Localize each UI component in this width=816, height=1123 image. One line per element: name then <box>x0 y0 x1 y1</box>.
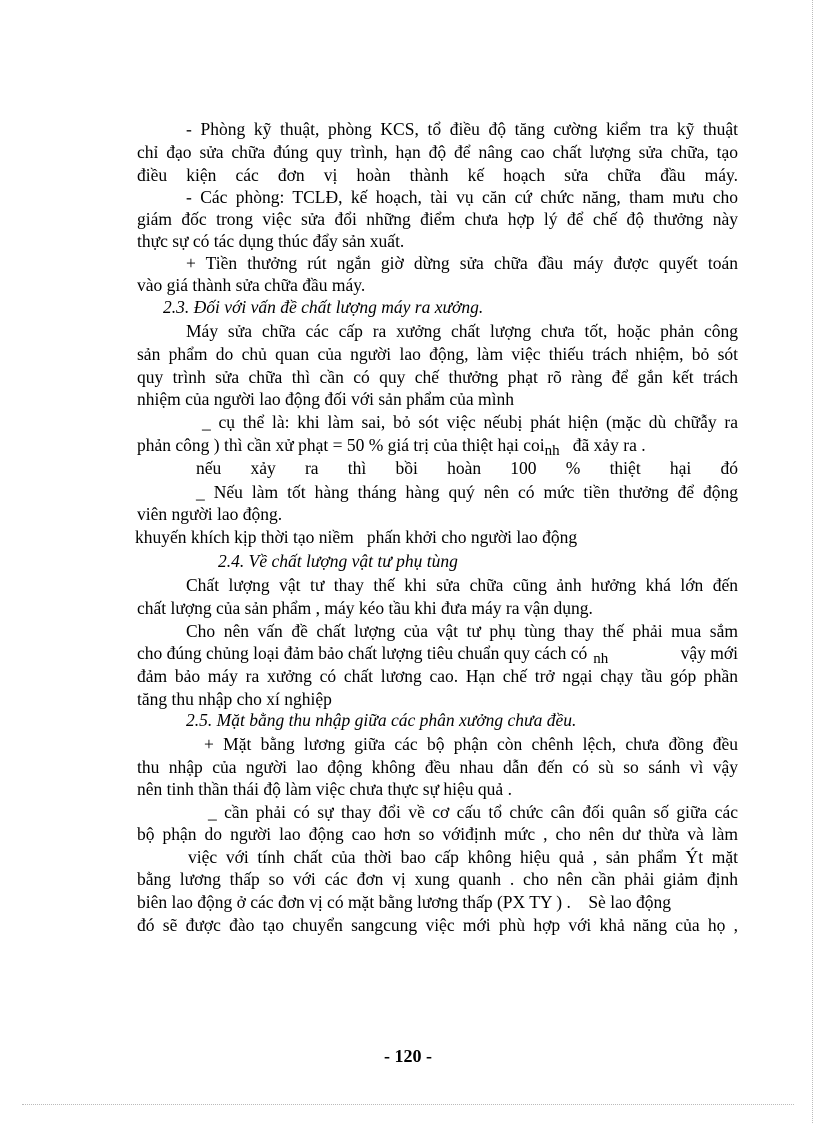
page-number: - 120 - <box>384 1046 432 1066</box>
section-heading: 2.4. Về chất lượng vật tư phụ tùng <box>218 551 458 571</box>
text-line: khuyến khích kịp thời tạo niềm phấn khởi cho người lao động <box>135 527 578 547</box>
text-line: _ cần phải có sự thay đổi về cơ cấu tổ chức cân đối quân số giữa các <box>208 802 738 822</box>
text-line: - Phòng kỹ thuật, phòng KCS, tổ điều độ tăng cường kiểm tra kỹ thuật <box>186 119 738 139</box>
text-line: tăng thu nhập cho xí nghiệp <box>137 689 332 709</box>
text-line: bộ phận do người lao động cao hơn so vớiđịnh mức , cho nên dư thừa và làm <box>137 824 738 844</box>
text-fragment: cho đúng chủng loại đảm bảo chất lượng tiêu chuẩn quy cách có <box>137 643 588 663</box>
text-line <box>137 642 738 666</box>
text-line: điều kiện các đơn vị hoàn thành kế hoạch sửa chữa đầu máy. <box>137 165 738 185</box>
text-line: biên lao động ở các đơn vị có mặt bằng lương thấp (PX TY ) . Sè lao động <box>137 892 671 912</box>
text-line <box>137 434 646 458</box>
text-fragment: đã xảy ra . <box>572 435 646 455</box>
text-line: đó sẽ được đào tạo chuyển sangcung việc mới phù hợp với khả năng của họ , <box>137 915 738 935</box>
text-line: vào giá thành sửa chữa đầu máy. <box>137 275 366 295</box>
text-line: giám đốc trong việc sửa đổi những điểm chưa hợp lý để chế độ thưởng này <box>137 209 738 229</box>
text-line: nếu xảy ra thì bồi hoàn 100 % thiệt hại đó <box>196 458 738 478</box>
text-line: Cho nên vấn đề chất lượng của vật tư phụ tùng thay thế phải mua sắm <box>186 621 738 641</box>
text-line: sản phẩm do chủ quan của người lao động, làm việc thiếu trách nhiệm, bỏ sót <box>137 344 738 364</box>
page-edge-divider <box>812 0 813 1123</box>
text-line: thu nhập của người lao động không đều nhau dẫn đến có sù so sánh vì vậy <box>137 757 738 777</box>
text-line: Máy sửa chữa các cấp ra xưởng chất lượng chưa tốt, hoặc phản công <box>186 321 738 341</box>
text-line: _ cụ thể là: khi làm sai, bỏ sót việc nếubị phát hiện (mặc dù chữẫy ra <box>202 412 738 432</box>
text-line: chất lượng của sản phẩm , máy kéo tầu khi đưa máy ra vận dụng. <box>137 598 593 618</box>
page-edge-divider <box>22 1104 794 1105</box>
text-line: + Tiền thưởng rút ngắn giờ dừng sửa chữa đầu máy được quyết toán <box>186 253 738 273</box>
text-line: nên tinh thần thái độ làm việc chưa thực sự hiệu quả . <box>137 779 512 799</box>
subscript-text: nh <box>544 443 560 459</box>
text-line: viên người lao động. <box>137 504 283 524</box>
text-line: - Các phòng: TCLĐ, kế hoạch, tài vụ căn cứ chức năng, tham mưu cho <box>186 187 738 207</box>
text-line: bằng lương thấp so với các đơn vị xung quanh . cho nên cần phải giảm định <box>137 869 738 889</box>
text-fragment: vậy mới <box>680 643 738 663</box>
text-line: nhiệm của người lao động đối với sản phẩm của mình <box>137 389 514 409</box>
text-line: chỉ đạo sửa chữa đúng quy trình, hạn độ để nâng cao chất lượng sửa chữa, tạo <box>137 142 738 162</box>
subscript-text: nh <box>593 651 609 667</box>
text-line: Chất lượng vật tư thay thế khi sửa chữa cũng ảnh hưởng khá lớn đến <box>186 575 738 595</box>
section-heading: 2.5. Mặt bằng thu nhập giữa các phân xưởng chưa đều. <box>186 710 577 730</box>
section-heading: 2.3. Đối với vấn đề chất lượng máy ra xưởng. <box>163 297 484 317</box>
text-line: đảm bảo máy ra xưởng có chất lương cao. Hạn chế trở ngại chạy tầu góp phần <box>137 666 738 686</box>
text-fragment: phản công ) thì cần xử phạt = 50 % giá trị của thiệt hại coi <box>137 435 545 455</box>
text-line: thực sự có tác dụng thúc đẩy sản xuất. <box>137 231 405 251</box>
text-line: + Mặt bằng lương giữa các bộ phận còn chênh lệch, chưa đồng đều <box>204 734 738 754</box>
text-line: _ Nếu làm tốt hàng tháng hàng quý nên có mức tiền thưởng để động <box>196 482 738 502</box>
text-line: quy trình sửa chữa thì cần có quy chế thưởng phạt rõ ràng để gắn kết trách <box>137 367 738 387</box>
text-line: việc với tính chất của thời bao cấp không hiệu quả , sản phẩm Ýt mặt <box>188 847 738 867</box>
